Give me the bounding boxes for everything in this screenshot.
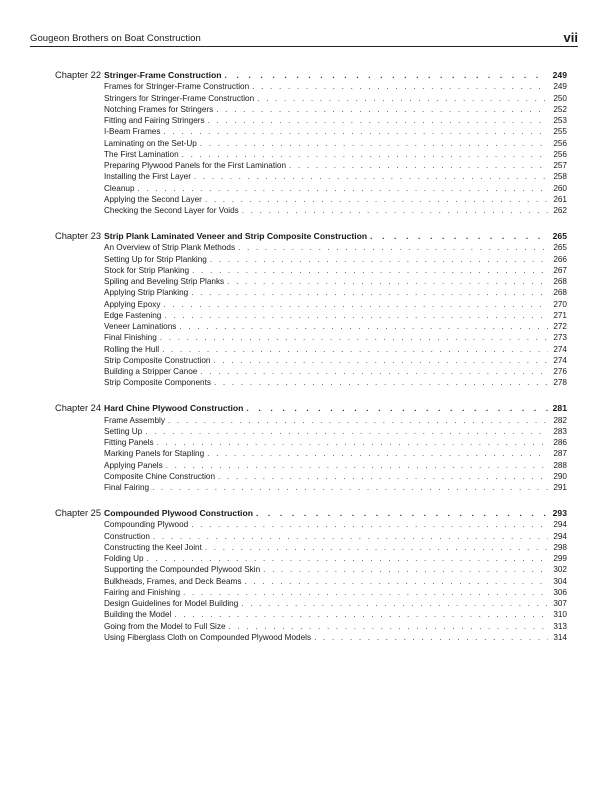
section-page-number: 282 [553,415,567,425]
dot-leader [256,508,548,519]
section-page-number: 286 [553,438,567,448]
chapter-entries [104,231,567,389]
section-entry [104,553,567,564]
section-title: Fitting Panels [104,438,154,448]
chapter-title-entry [104,508,567,519]
section-entry [104,609,567,620]
dot-leader [162,344,548,355]
dot-leader [200,366,548,377]
section-page-number: 258 [553,172,567,182]
section-title: Preparing Plywood Panels for the First Lamination [104,161,287,171]
section-title: I-Beam Frames [104,127,161,137]
dot-leader [200,138,548,149]
section-page-number: 274 [553,355,567,365]
section-title: Marking Panels for Stapling [104,449,205,459]
chapter-title-entry [104,70,567,81]
dot-leader [213,355,548,366]
section-page-number: 255 [553,127,567,137]
section-title: Final Finishing [104,333,157,343]
dot-leader [182,149,548,160]
section-title: Stock for Strip Planking [104,265,190,275]
dot-leader [227,276,548,287]
section-page-number: 304 [553,576,567,586]
dot-leader [205,194,548,205]
section-entry [104,437,567,448]
dot-leader [218,471,548,482]
section-page-number: 262 [553,206,567,216]
section-title: Using Fiberglass Cloth on Compounded Plywood Models [104,632,312,642]
dot-leader [242,205,548,216]
section-page-number: 260 [553,183,567,193]
chapter-entries [104,403,567,493]
chapter-block [0,508,612,643]
section-page-number: 299 [553,554,567,564]
section-page-number: 267 [553,265,567,275]
section-title: Supporting the Compounded Plywood Skin [104,565,261,575]
section-page-number: 294 [553,531,567,541]
section-entry [104,171,567,182]
section-entry [104,415,567,426]
dot-leader [370,231,548,242]
section-page-number: 268 [553,277,567,287]
dot-leader [160,332,548,343]
dot-leader [138,183,549,194]
section-title: Spiling and Beveling Strip Planks [104,277,225,287]
section-page-number: 307 [553,599,567,609]
chapter-block [0,403,612,493]
chapter-title: Compounded Plywood Construction [104,507,253,518]
chapter-title: Hard Chine Plywood Construction [104,403,244,414]
section-entry [104,93,567,104]
section-page-number: 257 [553,161,567,171]
dot-leader [147,553,548,564]
dot-leader [208,115,548,126]
section-page-number: 313 [553,621,567,631]
section-entry [104,448,567,459]
section-title: Composite Chine Construction [104,471,216,481]
section-entry [104,632,567,643]
section-entry [104,344,567,355]
chapter-label: Chapter 24 [55,403,101,414]
chapter-block [0,231,612,389]
section-page-number: 302 [553,565,567,575]
section-page-number: 306 [553,587,567,597]
dot-leader [168,415,548,426]
section-title: Cleanup [104,183,135,193]
section-page-number: 288 [553,460,567,470]
section-title: Building a Stripper Canoe [104,367,198,377]
dot-leader [216,104,548,115]
section-entry [104,242,567,253]
dot-leader [214,377,548,388]
dot-leader [289,160,548,171]
dot-leader [163,299,548,310]
dot-leader [257,93,548,104]
dot-leader [244,576,548,587]
section-page-number: 261 [553,194,567,204]
dot-leader [210,254,548,265]
section-entry [104,194,567,205]
section-title: Fairing and Finishing [104,587,181,597]
section-entry [104,183,567,194]
section-entry [104,355,567,366]
section-title: Fitting and Fairing Stringers [104,116,205,126]
section-entry [104,205,567,216]
section-entry [104,104,567,115]
section-title: Strip Composite Components [104,378,211,388]
chapter-title: Stringer-Frame Construction [104,70,222,80]
section-page-number: 265 [553,243,567,253]
dot-leader [174,609,548,620]
chapter-page-number: 293 [552,507,567,518]
dot-leader [179,321,548,332]
dot-leader [191,287,548,298]
section-title: Frame Assembly [104,415,165,425]
chapter-page-number: 249 [552,70,567,80]
header-rule [30,46,578,47]
section-title: Frames for Stringer-Frame Construction [104,82,250,92]
section-page-number: 273 [553,333,567,343]
running-header [30,26,578,44]
section-entry [104,587,567,598]
dot-leader [153,531,548,542]
section-title: Compounding Plywood [104,520,189,530]
section-page-number: 287 [553,449,567,459]
section-title: Veneer Laminations [104,322,177,332]
section-page-number: 276 [553,367,567,377]
section-title: An Overview of Strip Plank Methods [104,243,236,253]
dot-leader [163,126,548,137]
section-page-number: 294 [553,520,567,530]
chapter-label: Chapter 23 [55,230,101,241]
dot-leader [164,310,548,321]
section-title: Design Guidelines for Model Building [104,599,239,609]
section-page-number: 290 [553,471,567,481]
section-entry [104,460,567,471]
section-entry [104,564,567,575]
section-entry [104,471,567,482]
dot-leader [252,81,548,92]
dot-leader [191,519,548,530]
section-title: Rolling the Hull [104,344,160,354]
dot-leader [145,426,548,437]
dot-leader [194,171,548,182]
section-entry [104,377,567,388]
section-page-number: 314 [553,632,567,642]
section-entry [104,482,567,493]
chapter-title-entry [104,403,567,414]
dot-leader [157,437,548,448]
chapter-page-number: 281 [552,403,567,414]
chapter-block [0,70,612,216]
section-title: Applying Strip Planking [104,288,189,298]
dot-leader [224,70,548,81]
page-number: vii [563,30,578,45]
book-title: Gougeon Brothers on Boat Construction [30,33,201,44]
section-title: Installing the First Layer [104,172,191,182]
section-title: Checking the Second Layer for Voids [104,206,239,216]
section-title: Going from the Model to Full Size [104,621,226,631]
dot-leader [192,265,548,276]
section-title: Constructing the Keel Joint [104,542,202,552]
section-title: Bulkheads, Frames, and Deck Beams [104,576,242,586]
chapter-label: Chapter 22 [55,70,101,80]
section-entry [104,426,567,437]
section-page-number: 310 [553,610,567,620]
section-entry [104,366,567,377]
section-entry [104,254,567,265]
section-title: Applying Epoxy [104,299,161,309]
section-page-number: 256 [553,149,567,159]
section-title: Notching Frames for Stringers [104,104,214,114]
section-page-number: 250 [553,93,567,103]
section-page-number: 278 [553,378,567,388]
section-entry [104,115,567,126]
dot-leader [183,587,548,598]
dot-leader [246,403,548,414]
dot-leader [263,564,548,575]
section-title: Laminating on the Set-Up [104,138,197,148]
section-title: The First Lamination [104,149,179,159]
section-title: Building the Model [104,610,172,620]
dot-leader [229,621,548,632]
section-title: Setting Up for Strip Planking [104,254,207,264]
dot-leader [166,460,548,471]
section-page-number: 268 [553,288,567,298]
section-entry [104,126,567,137]
section-title: Applying Panels [104,460,163,470]
section-entry [104,332,567,343]
section-page-number: 252 [553,104,567,114]
dot-leader [207,448,548,459]
section-title: Stringers for Stringer-Frame Construction [104,93,255,103]
chapter-entries [104,508,567,643]
section-title: Strip Composite Construction [104,355,211,365]
section-page-number: 271 [553,310,567,320]
section-page-number: 291 [553,483,567,493]
chapter-entries [104,70,567,216]
chapter-label: Chapter 25 [55,507,101,518]
section-title: Setting Up [104,426,143,436]
section-entry [104,265,567,276]
chapter-title: Strip Plank Laminated Veneer and Strip Composite Construction [104,230,368,241]
section-entry [104,276,567,287]
dot-leader [238,242,548,253]
section-page-number: 249 [553,82,567,92]
section-entry [104,621,567,632]
section-entry [104,531,567,542]
dot-leader [205,542,548,553]
section-page-number: 272 [553,322,567,332]
section-page-number: 298 [553,542,567,552]
table-of-contents [0,70,612,658]
section-entry [104,138,567,149]
section-entry [104,576,567,587]
section-page-number: 266 [553,254,567,264]
dot-leader [314,632,548,643]
section-entry [104,149,567,160]
section-page-number: 270 [553,299,567,309]
section-page-number: 253 [553,116,567,126]
dot-leader [152,482,548,493]
section-entry [104,310,567,321]
section-page-number: 283 [553,426,567,436]
section-entry [104,81,567,92]
chapter-page-number: 265 [552,230,567,241]
section-entry [104,299,567,310]
section-entry [104,287,567,298]
dot-leader [241,598,548,609]
section-entry [104,598,567,609]
section-page-number: 274 [553,344,567,354]
section-entry [104,542,567,553]
section-title: Edge Fastening [104,310,162,320]
section-title: Final Fairing [104,483,150,493]
section-title: Applying the Second Layer [104,194,202,204]
section-entry [104,321,567,332]
section-title: Construction [104,531,150,541]
section-page-number: 256 [553,138,567,148]
section-title: Folding Up [104,554,144,564]
section-entry [104,160,567,171]
chapter-title-entry [104,231,567,242]
section-entry [104,519,567,530]
